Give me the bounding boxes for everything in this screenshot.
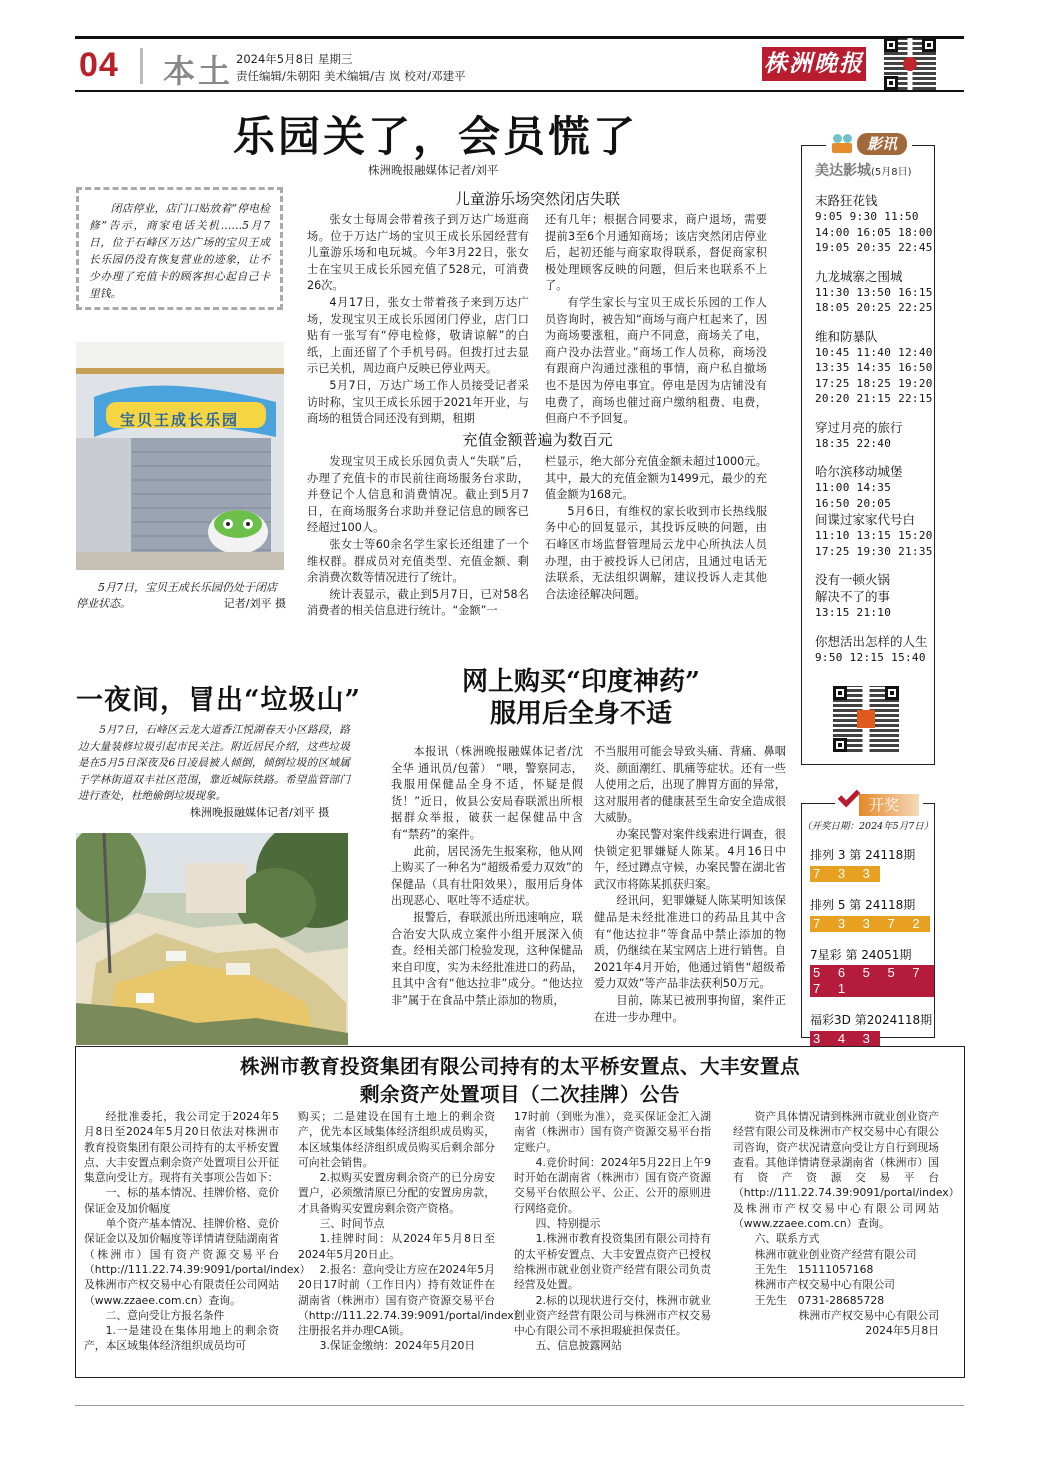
notice-paragraph: 1.一是建设在集体用地上的剩余资产，本区域集体经济组织成员均可 [84, 1324, 279, 1353]
lead-section2-col1 [307, 454, 529, 620]
notice-paragraph: 二、意向受让方报名条件 [105, 1308, 225, 1322]
movie-title: 维和防暴队 [815, 328, 878, 344]
notice-col2 [298, 1109, 525, 1354]
movie-qr-code [833, 686, 899, 752]
garbage-credit: 株洲晚报融媒体记者/刘平 摄 [190, 806, 330, 819]
showtimes: 9:50 12:15 15:40 [815, 650, 926, 664]
garbage-pile-image [76, 833, 348, 1045]
cinema-title: 美达影城 [815, 163, 871, 179]
showtimes: 18:35 22:40 [815, 436, 892, 450]
movie-item [815, 328, 934, 407]
movie-title: 哈尔滨移动城堡 [815, 464, 903, 479]
movie-item [815, 268, 934, 316]
page-number: 04 [79, 46, 119, 84]
header-rule-bottom [75, 90, 964, 92]
paragraph: 张女士每周会带着孩子到万达广场逛商场。位于万达广场的宝贝王成长乐园经营有儿童游乐场和电玩城。今年3月22日，张女士在宝贝王成长乐园充值了528元，可消费26次。 [307, 213, 529, 293]
cinema-name [815, 160, 934, 180]
movie-item [815, 633, 934, 666]
header-qr-code [884, 38, 936, 90]
notice-paragraph: 株洲市就业创业资产经营有限公司 [754, 1247, 917, 1261]
lottery-numbers: 3 4 3 [810, 1031, 880, 1047]
lead-byline: 株洲晚报融媒体记者/刘平 [368, 163, 499, 177]
notice-paragraph: 王先生 15111057168 [754, 1262, 874, 1276]
notice-paragraph: 购买；二是建设在国有土地上的剩余资产，优先本区域集体经济组织成员购买，本区域集体经济组织成员购买后剩余部分可向社会销售。 [298, 1110, 495, 1169]
lottery-badge-label: 开奖 [859, 794, 919, 816]
lottery-item [810, 896, 934, 932]
notice-paragraph: 六、联系方式 [754, 1232, 820, 1246]
showtimes: 11:10 13:15 15:20 [815, 529, 933, 542]
paragraph: 4月17日，张女士带着孩子来到万达广场，发现宝贝王成长乐园闭门停业，店门口贴有一张写有“停电检修，敬请谅解”的白纸，上面还留了个手机号码。但拨打过去显示已关机，周边商户反映已停业两天。 [307, 295, 529, 376]
lead-photo-caption-text: 5月7日，宝贝王成长乐园仍处于闭店停业状态。 [76, 581, 277, 610]
paragraph: 栏显示，绝大部分充值金额未超过1000元。其中，最大的充值金额为1499元，最少的充值金额为168元。 [545, 455, 767, 502]
paragraph: 报警后，春联派出所迅速响应，联合治安大队成立案件小组开展深入侦查。经相关部门检验发现，这种保健品来自印度，实为未经批准进口的药品，且其中含有“他达拉非”成分。“他达拉非”属于在食品中禁止添加的物质， [391, 910, 583, 1007]
showtimes: 18:05 20:25 22:25 [815, 301, 933, 314]
notice-paragraph: 1.挂牌时间：从2024年5月8日至2024年5月20日止。 [298, 1232, 495, 1261]
garbage-photo [76, 833, 348, 1045]
checkmark-icon [838, 785, 861, 808]
movie-badge [826, 130, 912, 158]
showtimes: 20:20 21:15 22:15 [815, 392, 933, 405]
cinema-date: (5月8日) [871, 167, 912, 178]
lottery-item [810, 1011, 934, 1047]
public-notice [75, 1046, 965, 1378]
movie-title: 末路狂花钱 [815, 193, 878, 208]
drug-col2 [594, 744, 786, 1026]
paragraph: 发现宝贝王成长乐园负责人“失联”后，办理了充值卡的市民前往商场服务台求助，并登记个人信息和消费情况。截止到5月7日，在商场服务台求助并登记信息的顾客已经超过100人。 [307, 455, 529, 535]
lead-photo [76, 342, 284, 570]
showtimes: 9:05 9:30 11:50 [815, 210, 919, 223]
notice-paragraph: 王先生 0731-28685728 [754, 1293, 885, 1307]
lottery-label: 7星彩 第 24051期 [810, 948, 912, 962]
editors-line: 责任编辑/朱朝阳 美术编辑/吉 岚 校对/邓建平 [236, 69, 466, 83]
lead-subhead-1: 儿童游乐场突然闭店失联 [454, 190, 620, 208]
lottery-date: （开奖日期：2024年5月7日） [802, 821, 934, 832]
lead-photo-credit: 记者/刘平 摄 [223, 597, 286, 610]
page-bottom-rule [75, 1405, 964, 1406]
notice-paragraph: 1.株洲市教育投资集团有限公司持有的太平桥安置点、大丰安置点资产已授权给株洲市就业创业资产经营有限公司负责经营及处置。 [514, 1232, 711, 1292]
paragraph: 5月7日，万达广场工作人员接受记者采访时称，宝贝王成长乐园于2021年开业，与商场的租赁合同还没有到期，租期 [307, 378, 529, 426]
lottery-badge [835, 792, 923, 818]
paragraph: 统计表显示，截止到5月7日，已对58名消费者的相关信息进行统计。“金额”一 [307, 587, 529, 618]
lead-section2-col2 [545, 454, 767, 603]
showtimes: 19:05 20:35 22:45 [815, 241, 933, 254]
movie-item [815, 463, 934, 511]
notice-paragraph: 经批准委托，我公司定于2024年5月8日至2024年5月20日依法对株洲市教育投资集团有限公司持有的太平桥安置点、大丰安置点剩余资产处置项目公开征集意向受让方。现将有关事项公告如下： [84, 1110, 279, 1185]
lead-section1-col1 [307, 212, 529, 428]
movie-item [815, 571, 934, 621]
showtimes: 11:00 14:35 [815, 481, 892, 494]
lottery-item [810, 846, 934, 882]
notice-paragraph: 2.标的以现状进行交付，株洲市就业创业资产经营有限公司与株洲市产权交易中心有限公司不承担瑕疵担保责任。 [514, 1293, 711, 1338]
paragraph: 本报讯（株洲晚报融媒体记者/沈全华 通讯员/包蕾） “喂，警察同志，我服用保健品全身不适，怀疑是假货！”近日，攸县公安局春联派出所根据群众举报，破获一起保健品中含有“禁药”的案件。 [391, 745, 583, 841]
section-name: 本土 [163, 52, 234, 90]
playground-storefront-image [76, 342, 284, 570]
lottery-numbers: 7 3 3 [810, 866, 880, 882]
header-rule-top [75, 36, 964, 39]
movie-item [815, 511, 934, 559]
paragraph: 5月6日，有维权的家长收到市长热线服务中心的回复显示，其投诉反映的问题，由石峰区市场监督管理局云龙中心所执法人员办理，由于被投诉人已闭店，且通过电话无法联系，无法组织调解，建议投诉人走其他合法途径解决问题。 [545, 504, 767, 601]
notice-paragraph: 株洲市产权交易中心有限公司 [754, 1278, 895, 1292]
movie-title: 穿过月亮的旅行 [815, 419, 903, 435]
drug-headline-line1: 网上购买“印度神药” [462, 667, 700, 697]
notice-col3 [514, 1109, 711, 1354]
notice-paragraph: 2024年5月8日 [865, 1324, 939, 1338]
lottery-label: 排列 5 第 24118期 [810, 898, 916, 912]
lottery-list [810, 846, 934, 1047]
notice-paragraph: 三、时间节点 [319, 1217, 385, 1231]
header-divider [140, 48, 143, 84]
lottery-label: 福彩3D 第2024118期 [810, 1013, 933, 1027]
garbage-headline: 一夜间，冒出“垃圾山” [76, 685, 362, 716]
showtimes: 16:50 20:05 [815, 496, 892, 510]
notice-paragraph: 资产具体情况请到株洲市就业创业资产经营有限公司及株洲市产权交易中心有限公司咨询，资产状况请意向受让方自行到现场查看。其他详情请登录湖南省（株洲市）国有资产资源交易平台（http://111.22.74.39:9091/portal/index）及株洲市产权交易中心有限公司网站（www.zzaee.com.cn）查询。 [733, 1110, 960, 1231]
lottery-results [801, 803, 935, 1046]
movie-title: 九龙城寨之围城 [815, 268, 903, 284]
newspaper-logo: 株洲晚报 [762, 47, 866, 81]
paragraph: 有学生家长与宝贝王成长乐园的工作人员咨询时，被告知“商场与商户杠起来了，因为商场要涨租，商户不同意，商场关了电，商户没办法营业。”商场工作人员称，商场没有跟商户沟通过涨租的事情，商户私自撤场也不是因为停电事宜。停电是因为店铺没有电费了，商场也催过商户缴纳租费、电费，但商户不予回复。 [545, 295, 767, 426]
paragraph: 不当服用可能会导致头痛、背痛、鼻咽炎、颜面潮红、肌痛等症状。还有一些人使用之后，出现了脾胃方面的异常，这对服用者的健康甚至生命安全造成很大威胁。 [594, 745, 786, 825]
paragraph: 此前，居民汤先生报案称，他从网上购买了一种名为“超级希爱力双效”的保健品（具有壮阳效果），服用后身体出现恶心、呕吐等不适症状。 [391, 844, 583, 908]
issue-date: 2024年5月8日 星期三 [236, 52, 353, 66]
movie-title: 没有一顿火锅 解决不了的事 [815, 572, 891, 604]
lottery-item [810, 946, 934, 997]
movie-badge-label: 影讯 [857, 133, 907, 155]
drug-headline [376, 666, 786, 730]
showtimes: 13:35 14:35 16:50 [815, 361, 933, 374]
paragraph: 目前，陈某已被刑事拘留，案件正在进一步办理中。 [594, 993, 786, 1024]
paragraph: 还有几年；根据合同要求，商户退场，需要提前3至6个月通知商场；该店突然闭店停业后，起初还能与商家取得联系，督促商家积极处理顾客反映的问题，但后来也联系不上了。 [545, 213, 767, 293]
showtimes: 13:15 21:10 [815, 606, 892, 619]
notice-title [76, 1047, 964, 1109]
drug-headline-line2: 服用后全身不适 [489, 699, 672, 729]
paragraph: 办案民警对案件线索进行调查，很快锁定犯罪嫌疑人陈某。4月16日中午，经过蹲点守候，办案民警在湖北省武汉市将陈某抓获归案。 [594, 827, 786, 891]
notice-paragraph: 五、信息披露网站 [535, 1339, 622, 1353]
notice-paragraph: 3.保证金缴纳：2024年5月20日 [319, 1339, 476, 1353]
lead-section1-col2 [545, 212, 767, 428]
movie-title: 间谍过家家代号白 [815, 512, 916, 527]
notice-title-line2: 剩余资产处置项目（二次挂牌）公告 [359, 1083, 680, 1106]
notice-paragraph: 株洲市产权交易中心有限公司 [798, 1308, 939, 1322]
lead-headline: 乐园关了，会员慌了 [233, 112, 639, 161]
notice-paragraph: 17时前（到账为准），竞买保证金汇入湖南省（株洲市）国有资产资源交易平台指定账户。 [514, 1110, 711, 1154]
paragraph: 张女士等60余名学生家长还组建了一个维权群。群成员对充值类型、充值金额、剩余消费次数等情况进行了统计。 [307, 537, 529, 585]
showtimes: 11:30 13:50 16:15 [815, 285, 933, 299]
showtimes: 14:00 16:05 18:00 [815, 225, 933, 239]
photo-sign-text: 宝贝王成长乐园 [120, 411, 240, 429]
showtimes: 17:25 18:25 19:20 [815, 376, 933, 390]
notice-paragraph: 2.拟购买安置房剩余资产的已分房安置户，必须缴清原已分配的安置房房款，才具备购买安置房剩余资产资格。 [298, 1171, 495, 1215]
notice-title-line1: 株洲市教育投资集团有限公司持有的太平桥安置点、大丰安置点 [239, 1055, 800, 1078]
lead-photo-caption [76, 580, 286, 612]
film-projector-icon [832, 134, 854, 154]
notice-paragraph: 4.竞价时间：2024年5月22日上午9时开始在湖南省（株洲市）国有资产资源交易平台依照公平、公正、公开的原则进行网络竞价。 [514, 1155, 711, 1215]
notice-paragraph: 单个资产基本情况、挂牌价格、竞价保证金以及加价幅度等详情请登陆湖南省（株洲市）国有资产资源交易平台 （http://111.22.74.39:9091/portal/index）及株洲市产权交易中心有限责任公司网站（www.zzaee.com.cn）查询。 [84, 1217, 311, 1307]
lead-subhead-2: 充值金额普遍为数百元 [462, 431, 613, 449]
lead-summary: 闭店停业，店门口贴放着“停电检修”告示，商家电话关机……5月7日，位于石峰区万达广场的宝贝王成长乐园仍没有恢复营业的迹象，让不少办理了充值卡的顾客担心起自己卡里钱。 [89, 202, 270, 300]
notice-col1 [84, 1109, 311, 1354]
lottery-numbers: 7 3 3 7 2 [810, 916, 930, 932]
lottery-label: 排列 3 第 24118期 [810, 848, 916, 862]
garbage-body: 5月7日，石峰区云龙大道香江悦湖春天小区路段，路边大量装修垃圾引起市民关注。附近居民介绍，这些垃圾是在5月5日深夜及6日凌晨被人倾倒，倾倒垃圾的区域属于学林街道双丰社区范围，靠近城际铁路。希望监管部门进行查处，杜绝偷倒垃圾现象。 [78, 724, 350, 802]
showtimes: 17:25 19:30 21:35 [815, 544, 933, 558]
movie-title: 你想活出怎样的人生 [815, 633, 928, 649]
notice-paragraph: 一、标的基本情况、挂牌价格、竞价保证金及加价幅度 [84, 1186, 279, 1215]
movie-item [815, 192, 934, 256]
notice-paragraph: 四、特别提示 [535, 1217, 601, 1231]
movie-item [815, 419, 934, 452]
paragraph: 经讯问，犯罪嫌疑人陈某明知该保健品是未经批准进口的药品且其中含有“他达拉非”等食品中禁止添加的物质，仍继续在某宝网店上进行销售。自2021年4月开始，他通过销售“超级希爱力双效”等产品非法获利50万元。 [594, 894, 786, 991]
movie-list [815, 192, 934, 665]
drug-col1 [391, 744, 583, 1010]
notice-paragraph: 2.报名：意向受让方应在2024年5月20日17时前（工作日内）持有效证件在湖南省（株洲市）国有资产资源交易平台（http://111.22.74.39:9091/portal/index）注册报名并办理CA锁。 [298, 1262, 525, 1338]
lead-summary-box [76, 187, 283, 310]
notice-col4 [733, 1109, 960, 1338]
lottery-numbers: 5 6 5 5 7 7 1 [810, 965, 934, 997]
movie-listings [801, 145, 935, 765]
showtimes: 10:45 11:40 12:40 [815, 345, 933, 359]
